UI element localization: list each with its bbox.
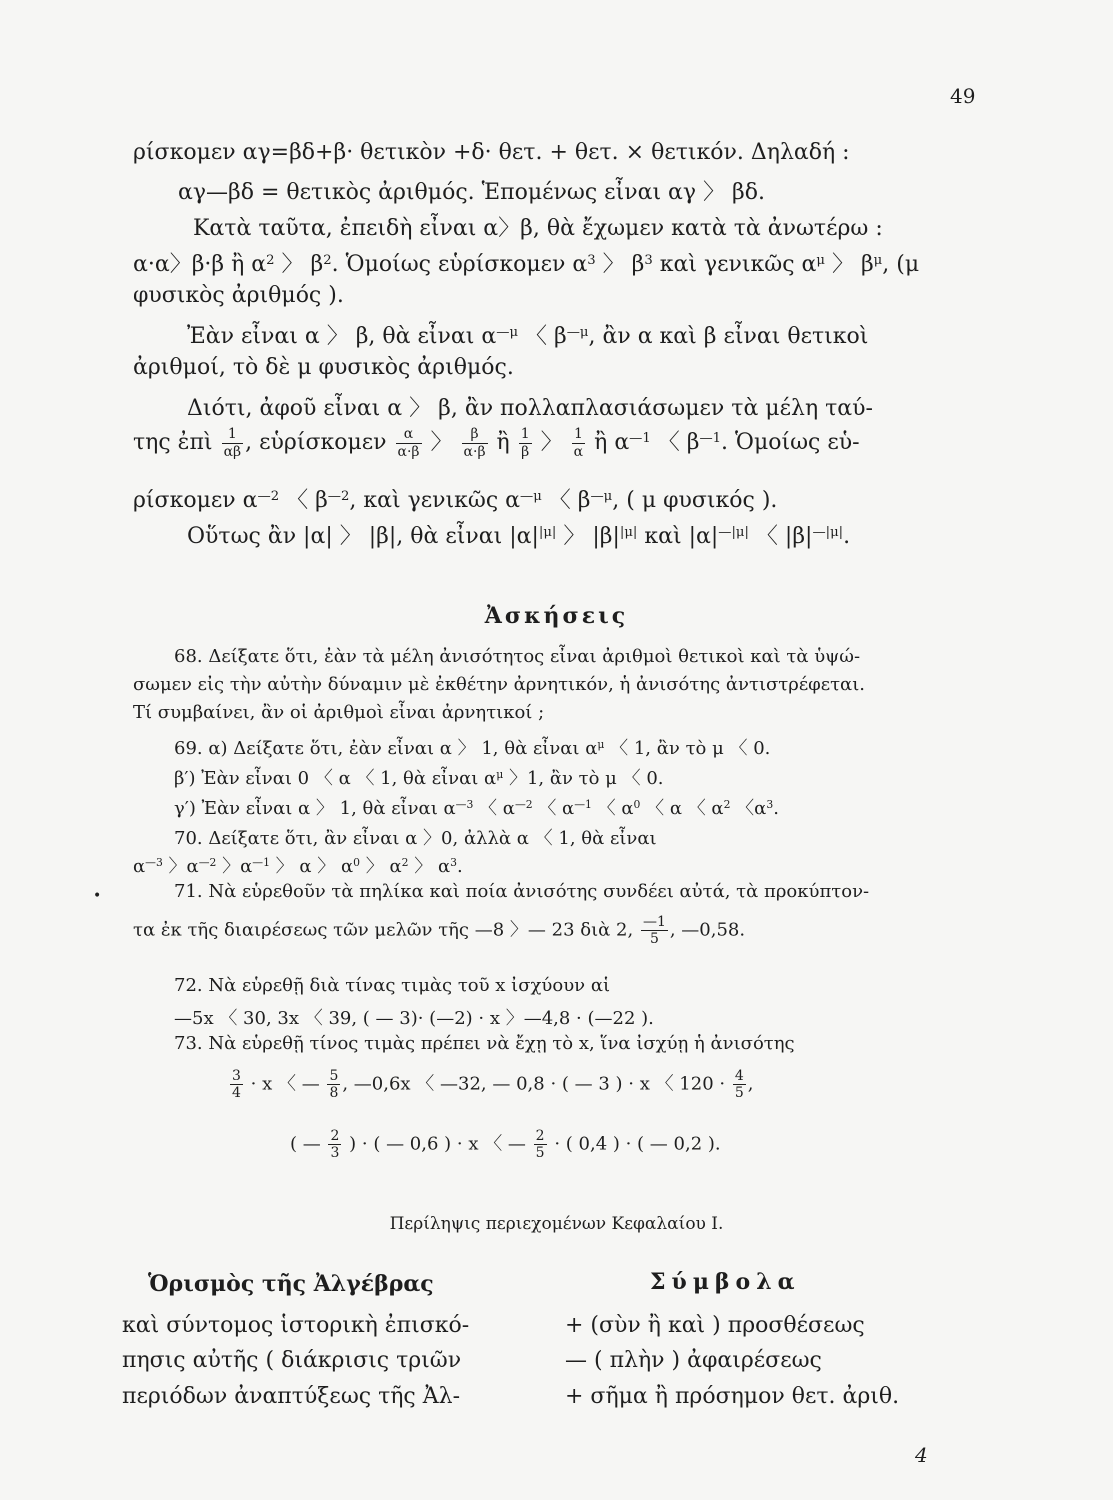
text-line: φυσικὸς ἀριθμός ). (133, 283, 344, 308)
summary-left-line: πησις αὐτῆς ( διάκρισις τριῶν (122, 1348, 462, 1373)
fraction: $\frac{2}{5}$ (535, 1128, 545, 1162)
summary-caption: Περίληψις περιεχομένων Κεφαλαίου Ι. (389, 1214, 724, 1234)
summary-right-title: Σύμβολα (650, 1269, 801, 1295)
text-line: ρίσκομεν αγ=βδ+β· θετικὸν +δ· θετ. + θετ. × θετικόν. Δηλαδή : (133, 140, 850, 165)
fraction: $\frac{1}{\alpha\beta}$ (223, 426, 242, 460)
exercises-heading: Ἀσκήσεις (484, 603, 629, 629)
text-line: ἀριθμοί, τὸ δὲ μ φυσικὸς ἀριθμός. (133, 355, 514, 380)
summary-right-line: — ( πλὴν ) ἀφαιρέσεως (565, 1348, 822, 1373)
fraction: $\frac{—1}{5}$ (642, 914, 666, 948)
summary-left-line: περιόδων ἀναπτύξεως τῆς Ἀλ- (122, 1384, 461, 1409)
summary-left-title: Ὁρισμὸς τῆς Ἀλγέβρας (148, 1271, 434, 1297)
text-line: Διότι, ἀφοῦ εἶναι α 〉 β, ἂν πολλαπλασιάσωμεν τὰ μέλη ταύ- (187, 396, 873, 421)
signature-mark: 4 (915, 1443, 928, 1467)
exercise-70: 70. Δείξατε ὅτι, ἂν εἶναι α 〉0, ἀλλὰ α 〈 1, θὰ εἶναι (174, 828, 657, 849)
exercise-68: Τί συμβαίνει, ἂν οἱ ἀριθμοὶ εἶναι ἀρνητικοί ; (133, 702, 545, 723)
fraction: $\frac{4}{5}$ (734, 1068, 744, 1102)
exercise-72: —5x 〈 30, 3x 〈 39, ( — 3)· (—2) · x 〉—4,8 · (—22 ). (174, 1008, 654, 1029)
summary-right-line: + (σὺν ἢ καὶ ) προσθέσεως (565, 1313, 865, 1338)
exercise-69a: 69. α) Δείξατε ὅτι, ἐὰν εἶναι α 〉 1, θὰ εἶναι $\alpha^\mu$ 〈 1, ἂν τὸ μ 〈 0. (174, 738, 771, 759)
text-line: Ἐὰν εἶναι α 〉 β, θὰ εἶναι $\alpha^{—\mu}$ 〈 $\beta^{—\mu}$, ἂν α καὶ β εἶναι θετικοὶ (187, 324, 869, 349)
text-line: Κατὰ ταῦτα, ἐπειδὴ εἶναι α〉β, θὰ ἔχωμεν κατὰ τὰ ἀνωτέρω : (193, 216, 883, 241)
text-line: αγ—βδ = θετικὸς ἀριθμός. Ἑπομένως εἶναι αγ 〉 βδ. (178, 180, 766, 205)
exercise-68: 68. Δείξατε ὅτι, ἐὰν τὰ μέλη ἀνισότητος εἶναι ἀριθμοὶ θετικοὶ καὶ τὰ ὑψώ- (174, 646, 861, 667)
text-line: ρίσκομεν $\alpha^{—2}$ 〈 $\beta^{—2}$, καὶ γενικῶς $\alpha^{—\mu}$ 〈 $\beta^{—\mu}$, ( μ φυσικός ). (133, 488, 778, 513)
exercise-69c: γ′) Ἐὰν εἶναι α 〉 1, θὰ εἶναι $\alpha^{—3}$ 〈 $\alpha^{—2}$ 〈 $\alpha^{—1}$ 〈 $\alpha^0$ 〈 α 〈 $\alpha^2$ 〈$\alpha^3$. (174, 798, 779, 819)
summary-right-line: + σῆμα ἢ πρόσημον θετ. ἀριθ. (565, 1384, 900, 1409)
text-line: α·α〉β·β ἢ $\alpha^2$ 〉 $\beta^2$. Ὁμοίως εὑρίσκομεν $\alpha^3$ 〉 $\beta^3$ καὶ γενικῶς $\alpha^\mu$ 〉 $\beta^\mu$, (μ (133, 252, 920, 277)
exercise-71: 71. Νὰ εὑρεθοῦν τὰ πηλίκα καὶ ποία ἀνισότης συνδέει αὐτά, τὰ προκύπτον- (174, 881, 870, 902)
exercise-70: $\alpha^{—3}$ 〉$\alpha^{—2}$ 〉$\alpha^{—1}$ 〉 α 〉 $\alpha^0$ 〉 $\alpha^2$ 〉 $\alpha^3$. (133, 856, 463, 877)
exercise-73: ( — $\frac{2}{3}$ ) · ( — 0,6 ) · x 〈 — $\frac{2}{5}$ · ( 0,4 ) · ( — 0,2 ). (290, 1128, 721, 1162)
fraction: $\frac{\beta}{\alpha\cdot\beta}$ (463, 426, 486, 460)
stray-dot: • (93, 888, 102, 904)
summary-left-line: καὶ σύντομος ἱστορικὴ ἐπισκό- (122, 1313, 470, 1338)
fraction: $\frac{5}{8}$ (329, 1068, 339, 1102)
fraction: $\frac{1}{\beta}$ (520, 426, 530, 460)
fraction: $\frac{\alpha}{\alpha\cdot\beta}$ (397, 426, 420, 460)
exercise-71: τα ἐκ τῆς διαιρέσεως τῶν μελῶν τῆς —8 〉— 23 διὰ 2, $\frac{—1}{5}$ , —0,58. (133, 914, 746, 948)
exercise-69b: β′) Ἐὰν εἶναι 0 〈 α 〈 1, θὰ εἶναι $\alpha^\mu$ 〉1, ἂν τὸ μ 〈 0. (174, 768, 664, 789)
exercise-73: 73. Νὰ εὑρεθῇ τίνος τιμὰς πρέπει νὰ ἔχῃ τὸ x, ἵνα ἰσχύῃ ἡ ἀνισότης (174, 1033, 795, 1054)
fraction: $\frac{3}{4}$ (232, 1068, 241, 1102)
text-line: της ἐπὶ $\frac{1}{\alpha\beta}$ , εὑρίσκομεν $\frac{\alpha}{\alpha\cdot\beta}$ 〉 $\frac{\beta}{\alpha\cdot\beta}$ ἢ $\frac{1}{\beta}$ 〉 $\frac{1}{\alpha}$ ἢ $\alpha^{—1}$ 〈 $\beta^{—1}$. Ὁμοίως εὑ- (133, 426, 860, 460)
page-number: 49 (950, 84, 976, 108)
text-line: Οὕτως ἂν |α| 〉 |β|, θὰ εἶναι $|\alpha|^{|\mu|}$ 〉 $|\beta|^{|\mu|}$ καὶ $|\alpha|^{—|\mu|}$ 〈 $|\beta|^{—|\mu|}$. (187, 524, 851, 549)
fraction: $\frac{1}{\alpha}$ (573, 426, 584, 460)
fraction: $\frac{2}{3}$ (330, 1128, 340, 1162)
exercise-73: $\frac{3}{4}$ · x 〈 — $\frac{5}{8}$ , —0,6x 〈 —32, — 0,8 · ( — 3 ) · x 〈 120 · $\frac{4}{5}$ , (232, 1068, 754, 1102)
exercise-72: 72. Νὰ εὑρεθῇ διὰ τίνας τιμὰς τοῦ x ἰσχύουν αἱ (174, 975, 611, 996)
exercise-68: σωμεν εἰς τὴν αὐτὴν δύναμιν μὲ ἐκθέτην ἀρνητικόν, ἡ ἀνισότης ἀντιστρέφεται. (133, 674, 865, 695)
